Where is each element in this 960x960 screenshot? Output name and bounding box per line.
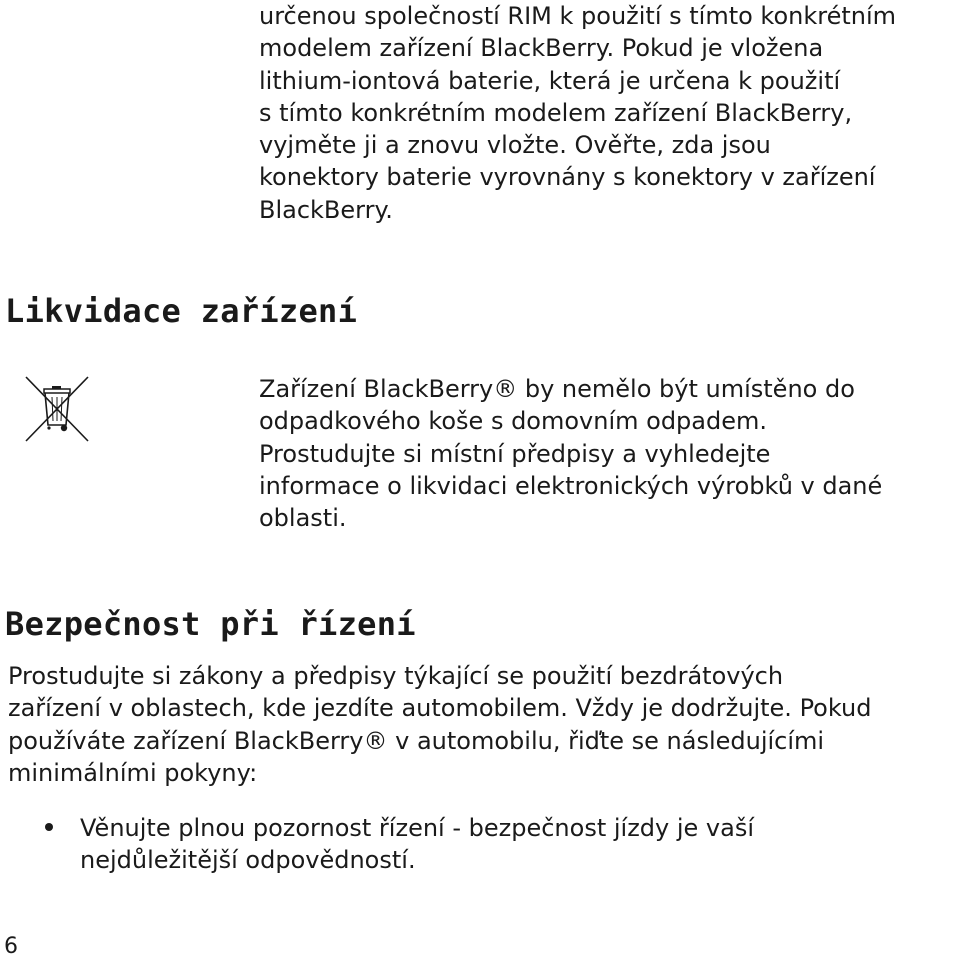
- bullet-icon: [45, 823, 53, 831]
- driving-safety-heading: Bezpečnost při řízení: [5, 605, 416, 643]
- intro-paragraph: určenou společností RIM k použití s tímto konkrétním modelem zařízení BlackBerry. Pokud je vložena lithium-iontová baterie, která je určena k použití s tímto konkrétním modelem zařízení BlackBerry, vyjměte ji a znovu vložte. Ověřte, zda jsou konektory baterie vyrovnány s konektory v zařízení BlackBerry.: [259, 2, 897, 224]
- page-number: 6: [4, 934, 18, 959]
- crossed-out-wheelie-bin-icon: [24, 375, 90, 443]
- list-item-text: Věnujte plnou pozornost řízení - bezpečnost jízdy je vaší nejdůležitější odpovědností.: [80, 814, 755, 875]
- driving-paragraph: Prostudujte si zákony a předpisy týkající se použití bezdrátových zařízení v oblastech, kde jezdíte automobilem. Vždy je dodržujte. Pokud používáte zařízení BlackBerry® v automobilu, řiďte se následujícími minimálními pokyny:: [8, 662, 872, 787]
- disposal-heading: Likvidace zařízení: [5, 292, 358, 330]
- disposal-paragraph: Zařízení BlackBerry® by nemělo být umístěno do odpadkového koše s domovním odpadem. Prostudujte si místní předpisy a vyhledejte informace o likvidaci elektronických výrobků v dané oblasti.: [259, 375, 883, 533]
